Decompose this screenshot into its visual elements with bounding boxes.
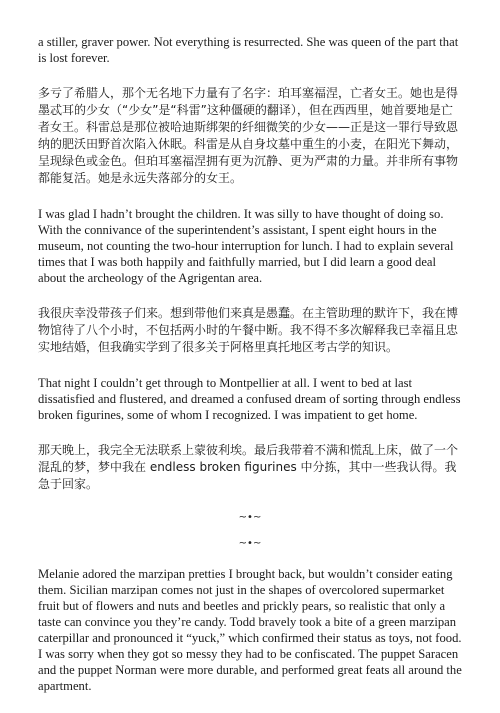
- paragraph-1-english: a stiller, graver power. Not everything is resurrected. She was queen of the part that is lost forever.: [38, 35, 459, 65]
- paragraph-2-english: I was glad I hadn’t brought the children. It was silly to have thought of doing so. With the connivance of the superintendent’s assistant, I spent eight hours in the museum, not counting the two-hour interruption for lunch. I had to explain several times that I was both happily and faithfully married, but I did learn a good deal about the archeology of the Agrigentan area.: [38, 207, 454, 285]
- paragraph-4-english: Melanie adored the marzipan pretties I brought back, but wouldn’t consider eating them. Sicilian marzipan comes not just in the shapes of overcolored supermarket fruit but of flowers and nuts and beetles and prickly pears, so realistic that only a taste can convince you they’re candy. Todd bravely took a bite of a green marzipan caterpillar and pronounced it “yuck,” which confirmed their status as toys, not food. I was sorry when they got so messy they had to be confiscated. The puppet Saracen and the puppet Norman were more durable, and performed great feats all around the apartment.: [38, 567, 462, 693]
- paragraph-3-english: That night I couldn’t get through to Montpellier at all. I went to bed at last dissatisfied and flustered, and dreamed a confused dream of sorting through endless broken figurines, some of whom I recognized. I was impatient to get home.: [38, 376, 461, 422]
- paragraph-1-chinese: 多亏了希腊人，那个无名地下力量有了名字：珀耳塞福涅，亡者女王。她也是得墨忒耳的少女（“少女”是“科雷”这种僵硬的翻译），但在西西里，她首要地是亡者女王。科雷总是那位被哈迪斯绑架的纤细微笑的少女——正是这一罪行导致恩纳的肥沃田野首次陷入休眠。科雷是从自身坟墓中重生的小麦，在阳光下舞动，呈现绿色或金色。但珀耳塞福涅拥有更为沉静、更为严肃的力量。并非所有事物都能复活。她是永远失落部分的女王。: [38, 86, 459, 185]
- paragraph-2-chinese: 我很庆幸没带孩子们来。想到带他们来真是愚蠢。在主管助理的默许下，我在博物馆待了八个小时，不包括两小时的午餐中断。我不得不多次解释我已幸福且忠实地结婚，但我确实学到了很多关于阿格里真托地区考古学的知识。: [38, 306, 459, 354]
- paragraph-3-chinese: 那天晚上，我完全无法联系上蒙彼利埃。最后我带着不满和慌乱上床，做了一个混乱的梦，梦中我在 endless broken figurines 中分拣，其中一些我认得。我急于回家。: [38, 443, 459, 491]
- document-page: [38, 34, 462, 713]
- section-separator-1: ~•~: [238, 512, 262, 523]
- section-separator-2: ~•~: [238, 538, 262, 549]
